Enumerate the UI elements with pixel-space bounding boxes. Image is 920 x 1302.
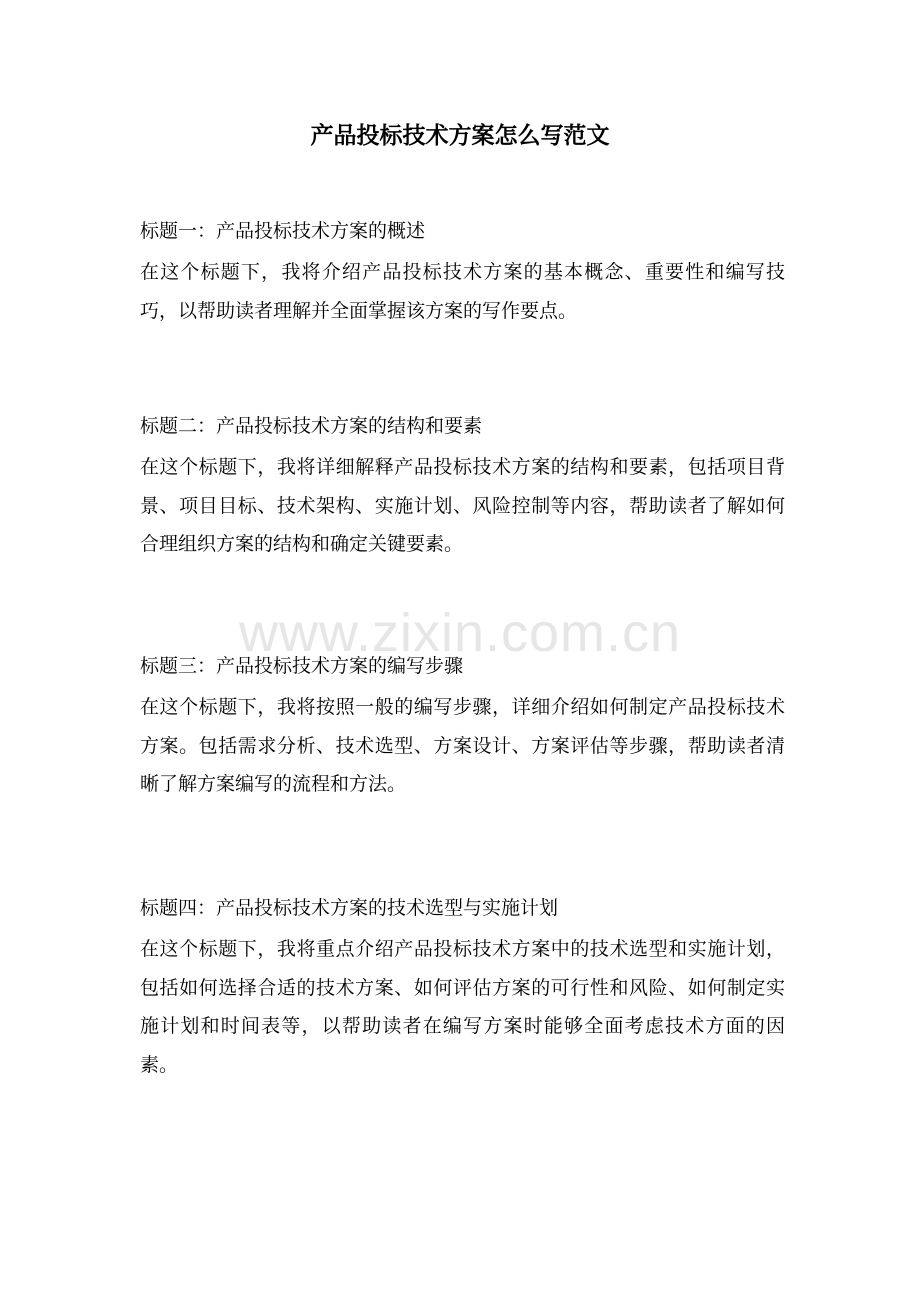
section-body: 在这个标题下，我将重点介绍产品投标技术方案中的技术选型和实施计划，包括如何选择合适的技术方案、如何评估方案的可行性和风险、如何制定实施计划和时间表等，以帮助读者在编写方案时能够全面考虑技术方面的因素。 — [140, 938, 785, 1076]
section-body: 在这个标题下，我将介绍产品投标技术方案的基本概念、重要性和编写技巧，以帮助读者理解并全面掌握该方案的写作要点。 — [140, 261, 785, 322]
section-overview — [140, 215, 785, 330]
document-title: 产品投标技术方案怎么写范文 — [310, 122, 610, 149]
section-tech-selection — [140, 892, 785, 1084]
section-body: 在这个标题下，我将按照一般的编写步骤，详细介绍如何制定产品投标技术方案。包括需求分析、技术选型、方案设计、方案评估等步骤，帮助读者清晰了解方案编写的流程和方法。 — [140, 696, 785, 795]
section-heading: 标题三：产品投标技术方案的编写步骤 — [140, 655, 464, 677]
section-heading: 标题一：产品投标技术方案的概述 — [140, 220, 426, 242]
section-writing-steps — [140, 650, 785, 804]
watermark-text: www.zixin.com.cn — [238, 603, 682, 663]
section-heading: 标题二：产品投标技术方案的结构和要素 — [140, 415, 483, 437]
section-structure — [140, 410, 785, 564]
section-heading: 标题四：产品投标技术方案的技术选型与实施计划 — [140, 897, 559, 919]
section-body: 在这个标题下，我将详细解释产品投标技术方案的结构和要素，包括项目背景、项目目标、技术架构、实施计划、风险控制等内容，帮助读者了解如何合理组织方案的结构和确定关键要素。 — [140, 456, 785, 555]
